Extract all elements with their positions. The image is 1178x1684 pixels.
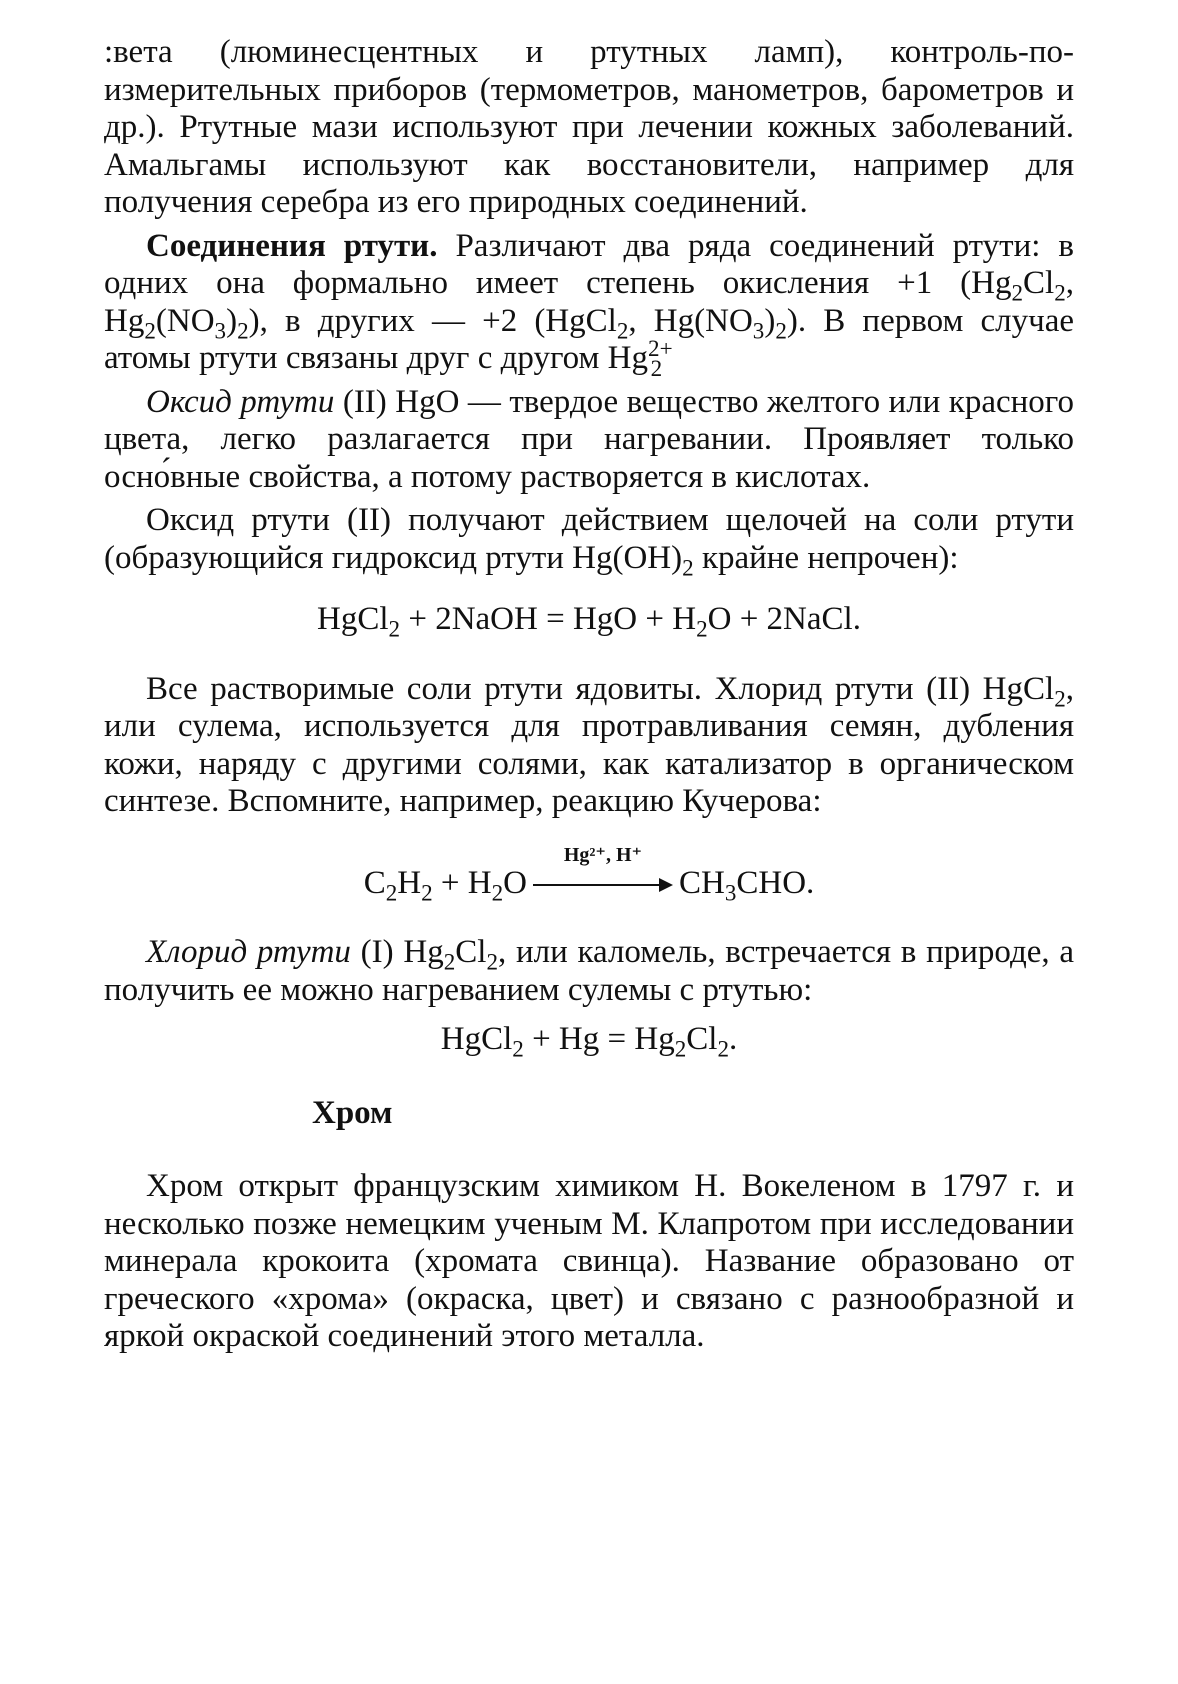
subscript: 2	[1054, 685, 1066, 712]
text-fragment: , или каломель, встречается в природе, а получить ее можно нагреванием сулемы с ртутью:	[104, 934, 1075, 1008]
text-fragment: (II) HgO — твердое вещество желтого или красного цвета, легко разлагается при нагревании. Проявляет только осно́вные свойства, а потому растворяется в кислотах.	[104, 383, 1075, 495]
text-fragment: +1 (Hg	[897, 265, 1012, 301]
subscript: 2	[775, 317, 787, 344]
text-fragment: , Hg(NO	[628, 302, 753, 339]
subscript: 2	[421, 879, 433, 906]
equation-kucherov	[104, 843, 1074, 906]
text-fragment: крайне непрочен):	[693, 539, 959, 576]
eq-fragment: + Hg = Hg	[523, 1021, 675, 1057]
text-fragment: Оксид ртути (II) получают действием щелочей на соли ртути (образующийся гидроксид ртути Hg(OH)	[104, 502, 1074, 576]
paragraph-mercury-compounds	[104, 227, 1075, 381]
subscript: 2	[512, 1035, 524, 1062]
text-fragment: ), в других — +2 (HgCl	[248, 302, 617, 339]
subscript: 2	[1011, 279, 1024, 306]
arrow-line	[533, 884, 663, 886]
subscript: 2	[491, 879, 504, 906]
reaction-arrow-icon	[533, 843, 673, 900]
reaction-conditions: Hg²⁺, H⁺	[563, 843, 643, 866]
eq-fragment: O + 2NaCl.	[707, 601, 861, 637]
eq-fragment: CHO.	[736, 864, 815, 901]
text-fragment: Различают два ряда соединений ртути: в одних она формально имеет степень окисления	[104, 227, 1074, 301]
section-lead-mercury-compounds: Соединения ртути.	[146, 227, 438, 264]
eq-fragment: HgCl	[317, 601, 389, 637]
text-fragment: Cl	[1023, 265, 1055, 301]
equation-calomel	[104, 1021, 1074, 1062]
text-fragment: Cl	[455, 934, 487, 970]
subscript: 2	[717, 1035, 729, 1062]
subscript: 2	[443, 948, 456, 975]
equation-hgcl2-naoh	[104, 601, 1074, 642]
text-fragment: , Hg	[104, 265, 1074, 339]
paragraph-soluble-salts	[104, 671, 1074, 821]
subscript: 2	[385, 879, 398, 906]
subscript: 2	[650, 354, 663, 381]
text-fragment: ). В первом случае атомы ртути связаны друг с другом Hg	[104, 302, 1075, 376]
paragraph-oxide-preparation	[104, 502, 1074, 581]
eq-fragment: HgCl	[440, 1021, 513, 1057]
eq-fragment: O	[503, 864, 527, 901]
text-fragment: (NO	[155, 302, 215, 339]
eq-fragment: + 2NaOH = HgO + H	[400, 601, 697, 637]
subscript: 2	[388, 615, 401, 642]
text-fragment: (I) Hg	[350, 934, 444, 970]
paragraph-chromium-history: Хром открыт французским химиком Н. Вокеленом в 1797 г. и несколько позже немецким ученым М. Клапротом при исследовании минерала крокоита (хромата свинца). Название образовано от греческого «хрома» (окраска, цвет) и связано с разнообразной и яркой окраской соединений этого металла.	[104, 1168, 1074, 1354]
eq-fragment: .	[728, 1021, 738, 1057]
subscript: 2	[237, 317, 249, 344]
text-fragment: )	[764, 302, 776, 339]
superscript: 2+	[648, 335, 673, 361]
text-fragment: Все растворимые соли ртути ядовиты. Хлорид ртути (II) HgCl	[146, 670, 1055, 707]
eq-fragment: CH	[678, 864, 725, 901]
text-fragment: , или сулема, используется для протравливания семян, дубления кожи, наряду с другими солями, как катализатор в органическом синтезе. Вспомните, например, реакцию Кучерова:	[104, 670, 1074, 819]
subscript: 3	[752, 317, 765, 344]
subscript: 2	[696, 615, 708, 642]
subscript: 2	[682, 554, 694, 581]
eq-fragment: C	[363, 864, 386, 901]
section-heading-chromium: Хром	[312, 1094, 393, 1131]
paragraph-mercury-oxide	[104, 384, 1074, 497]
paragraph-calomel	[104, 934, 1074, 1009]
eq-fragment: + H	[432, 864, 492, 901]
arrow-head	[659, 878, 673, 892]
subscript: 2	[616, 317, 629, 344]
eq-fragment: Cl	[686, 1021, 718, 1057]
subscript: 3	[214, 317, 227, 344]
paragraph-mercury-uses: :вета (люминесцентных и ртутных ламп), контроль-по-измерительных приборов (термометров, манометров, барометров и др.). Ртутные мази используют при лечении кожных заболеваний. Амальгамы используют как восстановители, например для получения серебра из его природных соединений.	[104, 34, 1074, 220]
subscript: 2	[1054, 279, 1066, 306]
subscript: 3	[724, 879, 737, 906]
eq-fragment: H	[397, 864, 422, 901]
subscript: 2	[144, 317, 156, 344]
term-mercury-chloride: Хлорид ртути	[146, 934, 351, 970]
text-fragment: )	[226, 302, 238, 339]
subscript: 2	[674, 1035, 687, 1062]
page-body	[104, 34, 1074, 1362]
term-mercury-oxide: Оксид ртути	[146, 383, 335, 420]
subscript: 2	[486, 948, 498, 975]
